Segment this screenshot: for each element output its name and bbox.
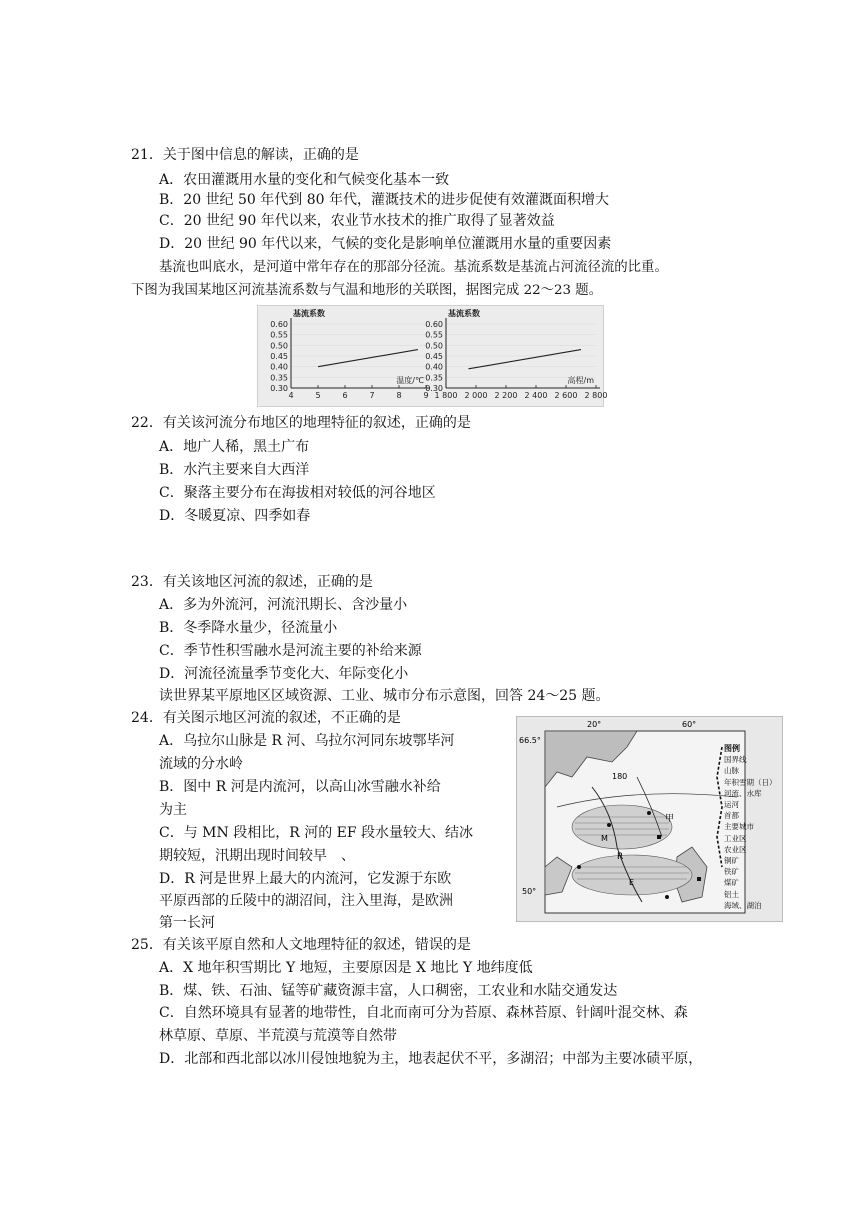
legend-item: 煤矿 [724, 878, 739, 888]
q22-option-b: B．水汽主要来自大西洋 [159, 462, 310, 478]
q22-option-d: D．冬暖夏凉、四季如春 [159, 508, 311, 524]
x-tick-label: 2 800 [584, 391, 608, 400]
map-label-180: 180 [612, 772, 628, 781]
q21-option-c: C．20 世纪 90 年代以来，农业节水技术的推广取得了显著效益 [159, 213, 555, 229]
x-axis-label: 温度/℃ [396, 376, 424, 385]
y-tick-label: 0.35 [270, 373, 288, 383]
q21-stem: 21．关于图中信息的解读，正确的是 [131, 147, 359, 163]
map-lon-left: 20° [587, 720, 602, 729]
q24-option-d-line-2: 平原西部的丘陵中的湖沼间，注入里海，是欧洲 [159, 893, 453, 909]
q25-option-c-line-1: C．自然环境具有显著的地带性，自北而南可分为苔原、森林苔原、针阔叶混交林、森 [159, 1005, 688, 1021]
y-tick-label: 0.45 [270, 352, 288, 361]
legend-item: 铜矿 [724, 856, 739, 866]
y-tick-label: 0.50 [425, 341, 443, 351]
y-tick-label: 0.50 [270, 341, 288, 351]
map-label-r: R [617, 852, 624, 862]
q21-option-a: A．农田灌溉用水量的变化和气候变化基本一致 [159, 172, 450, 188]
legend-item: 河流、水库 [724, 788, 762, 798]
passage-1-line-2: 下图为我国某地区河流基流系数与气温和地形的关联图，据图完成 22～23 题。 [131, 283, 603, 298]
q22-option-c: C．聚落主要分布在海拔相对较低的河谷地区 [159, 485, 436, 501]
map-lat-top: 66.5° [519, 736, 541, 745]
legend-item: 首都 [724, 811, 739, 821]
q23-option-a: A．多为外流河，河流汛期长、含沙量小 [159, 597, 408, 613]
y-tick-label: 0.30 [425, 384, 443, 393]
series-line [318, 350, 418, 367]
q22-stem: 22．有关该河流分布地区的地理特征的叙述，正确的是 [131, 415, 471, 431]
x-tick-label: 5 [315, 391, 321, 400]
passage-2: 读世界某平原地区区域资源、工业、城市分布示意图，回答 24～25 题。 [159, 688, 610, 704]
y-tick-label: 0.55 [425, 330, 443, 340]
x-axis-label: 高程/m [567, 376, 594, 385]
q24-option-b-line-2: 为主 [159, 802, 187, 818]
q24-option-c-line-1: C．与 MN 段相比，R 河的 EF 段水量较大、结冰 [159, 825, 474, 841]
y-tick-label: 0.45 [425, 352, 443, 361]
q25-option-c-line-2: 林草原、草原、半荒漠与荒漠等自然带 [159, 1028, 397, 1044]
y-tick-label: 0.30 [270, 384, 288, 393]
q24-option-a-line-1: A．乌拉尔山脉是 R 河、乌拉尔河同东坡鄂毕河 [159, 733, 455, 749]
q24-option-b-line-1: B．图中 R 河是内流河，以高山冰雪融水补给 [159, 779, 441, 795]
x-tick-label: 2 000 [464, 391, 488, 400]
q25-option-d: D．北部和西北部以冰川侵蚀地貌为主，地表起伏不平，多湖沼；中部为主要冰碛平原， [159, 1051, 703, 1067]
y-axis-label: 基流系数 [448, 309, 480, 318]
legend-item: 铁矿 [724, 867, 739, 877]
chart-figure [257, 305, 608, 407]
q24-option-c-line-2: 期较短，汛期出现时间较早 、 [159, 848, 355, 864]
legend-title: 图例 [724, 744, 740, 753]
y-tick-label: 0.40 [270, 362, 288, 372]
q23-option-d: D．河流径流量季节变化大、年际变化小 [159, 666, 409, 682]
series-line [469, 350, 582, 369]
x-tick-label: 2 600 [554, 391, 578, 400]
region-map [516, 716, 783, 922]
q24-stem: 24．有关图示地区河流的叙述，不正确的是 [131, 710, 401, 726]
x-tick-label: 4 [288, 391, 294, 400]
x-tick-label: 2 200 [494, 391, 518, 400]
x-tick-label: 6 [342, 391, 348, 400]
legend-item: 海域、湖泊 [724, 900, 762, 910]
map-lon-right: 60° [682, 720, 697, 729]
y-tick-label: 0.55 [270, 330, 288, 340]
legend-item: 工业区 [724, 833, 747, 843]
map-label-e: E [629, 878, 635, 887]
passage-1-line-1: 基流也叫底水，是河道中常年存在的那部分径流。基流系数是基流占河流径流的比重。 [159, 260, 668, 275]
q21-option-b: B．20 世纪 50 年代到 80 年代，灌溉技术的进步促使有效灌溉面积增大 [159, 192, 609, 208]
map-label-jia: 甲 [665, 814, 675, 824]
x-tick-label: 7 [369, 391, 375, 400]
q21-option-d: D．20 世纪 90 年代以来，气候的变化是影响单位灌溉用水量的重要因素 [159, 236, 612, 252]
q24-option-d-line-1: D．R 河是世界上最大的内流河，它发源于东欧 [159, 871, 452, 887]
legend-item: 运河 [724, 800, 739, 810]
q22-option-a: A．地广人稀，黑土广布 [159, 439, 310, 455]
y-tick-label: 0.60 [425, 320, 443, 329]
q24-option-d-line-3: 第一长河 [159, 915, 215, 931]
x-tick-label: 2 400 [524, 391, 548, 400]
y-tick-label: 0.40 [425, 362, 443, 372]
q25-stem: 25．有关该平原自然和人文地理特征的叙述，错误的是 [131, 937, 471, 953]
q24-option-a-line-2: 流域的分水岭 [159, 756, 243, 772]
chart-svg [258, 306, 608, 406]
x-tick-label: 9 [423, 391, 429, 400]
legend-item: 山脉 [724, 766, 739, 776]
q23-option-b: B．冬季降水量少，径流量小 [159, 620, 338, 636]
legend-item: 主要城市 [724, 822, 754, 832]
legend-item: 年积雪期（日） [724, 777, 777, 787]
q23-stem: 23．有关该地区河流的叙述，正确的是 [131, 574, 373, 590]
y-tick-label: 0.60 [270, 320, 288, 329]
q25-option-b: B．煤、铁、石油、锰等矿藏资源丰富，人口稠密，工农业和水陆交通发达 [159, 983, 618, 999]
q23-option-c: C．季节性积雪融水是河流主要的补给来源 [159, 643, 422, 659]
legend-item: 铝土 [724, 889, 739, 899]
y-tick-label: 0.35 [425, 373, 443, 383]
legend-item: 国界线 [724, 755, 747, 765]
x-tick-label: 1 800 [434, 391, 458, 400]
map-label-m: M [601, 834, 608, 843]
map-lat-bottom: 50° [522, 887, 537, 896]
map-legend [724, 743, 780, 911]
x-tick-label: 8 [396, 391, 402, 400]
q25-option-a: A．X 地年积雪期比 Y 地短，主要原因是 X 地比 Y 地纬度低 [159, 960, 533, 976]
legend-item: 农业区 [724, 844, 747, 854]
y-axis-label: 基流系数 [293, 309, 325, 318]
